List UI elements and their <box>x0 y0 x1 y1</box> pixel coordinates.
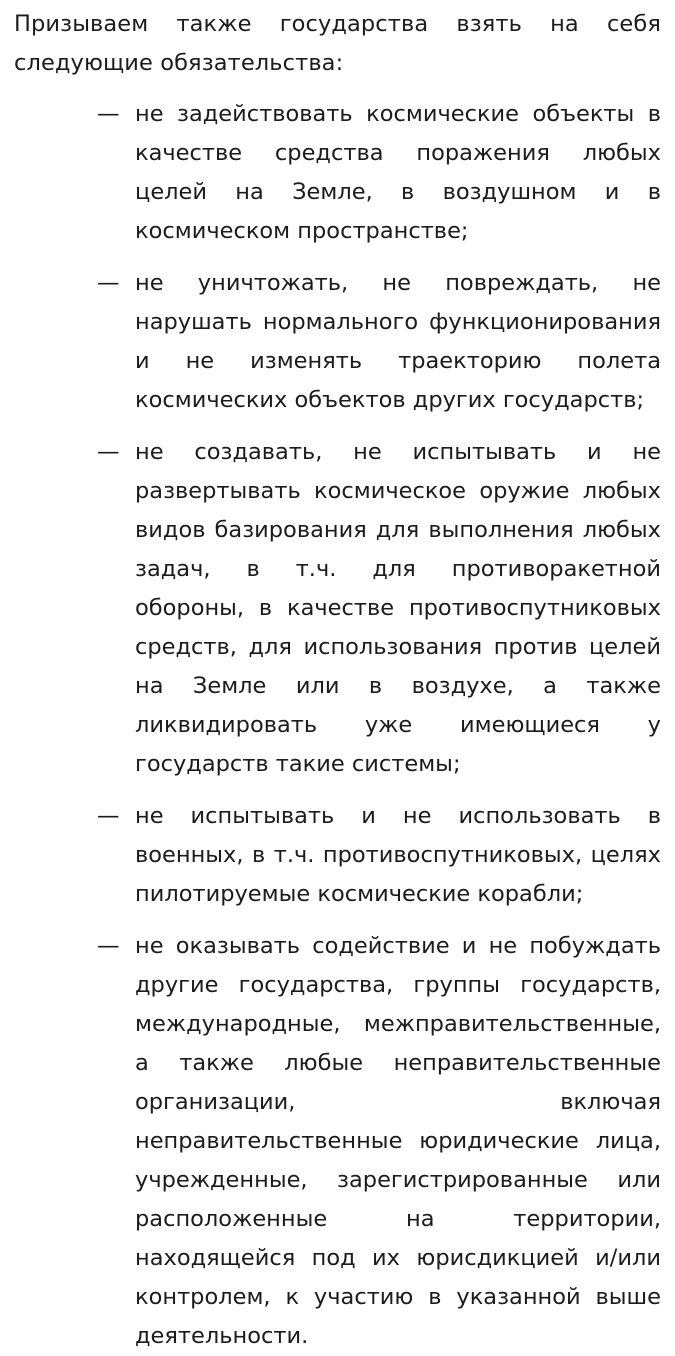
dash-bullet: — <box>97 439 120 465</box>
obligations-list <box>14 95 661 1356</box>
intro-paragraph: Призываем также государства взять на себя следующие обязательства: <box>14 11 661 76</box>
list-item-text: не уничтожать, не повреждать, не нарушать нормального функционирования и не изменять траекторию полета космических объектов других государств; <box>135 270 661 413</box>
list-item-text: не создавать, не испытывать и не развертывать космическое оружие любых видов базирования для выполнения любых задач, в т.ч. для противоракетной обороны, в качестве противоспутниковых средств, для использования против целей на Земле или в воздухе, а также ликвидировать уже имеющиеся у государств такие системы; <box>135 439 661 777</box>
list-item <box>14 797 661 914</box>
list-item <box>14 95 661 251</box>
list-item <box>14 433 661 784</box>
list-item <box>14 927 661 1356</box>
dash-bullet: — <box>97 933 120 959</box>
list-item-text: не задействовать космические объекты в качестве средства поражения любых целей на Земле, в воздушном и в космическом пространстве; <box>135 101 661 244</box>
dash-bullet: — <box>97 803 120 829</box>
dash-bullet: — <box>97 270 120 296</box>
list-item <box>14 264 661 420</box>
dash-bullet: — <box>97 101 120 127</box>
list-item-text: не испытывать и не использовать в военных, в т.ч. противоспутниковых, целях пилотируемые космические корабли; <box>135 803 661 907</box>
list-item-text: не оказывать содействие и не побуждать другие государства, группы государств, международные, межправительственные, а также любые неправительственные организации, включая неправительственные юридические лица, учрежденные, зарегистрированные или расположенные на территории, находящейся под их юрисдикцией и/или контролем, к участию в указанной выше деятельности. <box>135 933 661 1349</box>
